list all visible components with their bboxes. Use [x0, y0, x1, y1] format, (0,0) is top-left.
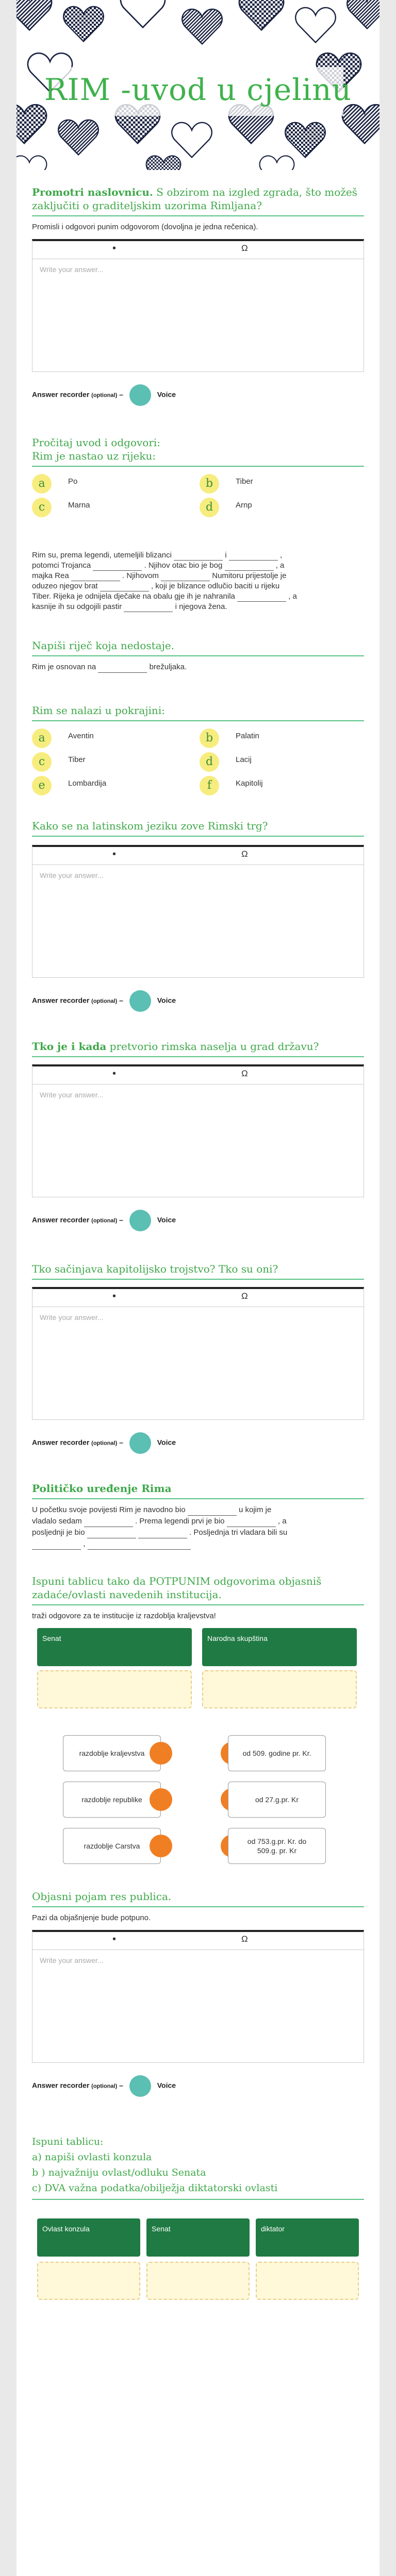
blank-input[interactable]	[227, 1519, 276, 1527]
option-d-label[interactable]: Lacij	[236, 755, 252, 764]
drop-zone[interactable]	[202, 1670, 357, 1708]
blank-input[interactable]	[225, 563, 274, 571]
match-left-carstvo[interactable]: razdoblje Carstva	[63, 1828, 161, 1864]
question-title: Napiši riječ koja nedostaje.	[32, 639, 175, 652]
editor-toolbar	[32, 1064, 364, 1084]
question-8: Političko uređenje Rima U početku svoje povijesti Rim je navodno bio u kojim je vladalo sedam . Prema legendi prvi je bio , a posljednji je bio . Posljednja tri vladara bili su ,	[32, 1482, 364, 1550]
match-left-republika[interactable]: razdoblje republike	[63, 1782, 161, 1818]
option-b-badge[interactable]: b	[200, 728, 219, 748]
question-title: Političko uređenje Rima	[32, 1482, 172, 1495]
cover-image	[16, 0, 380, 170]
option-e-badge[interactable]: e	[32, 776, 52, 795]
option-c-badge[interactable]: c	[32, 498, 52, 517]
option-b-label[interactable]: Palatin	[236, 732, 259, 740]
question-6	[32, 1040, 364, 1228]
instruction: Promisli i odgovori punim odgovorom (dovoljna je jedna rečenica).	[32, 223, 258, 231]
special-characters-button[interactable]: Ω	[241, 1069, 248, 1078]
option-c-badge[interactable]: c	[32, 752, 52, 772]
option-a-label[interactable]: Po	[68, 477, 78, 486]
question-title: Ispuni tablicu: a) napiši ovlasti konzula b ) najvažniju ovlast/odluku Senata c) DVA važna podatka/obilježja diktatorski ovlasti	[32, 2136, 278, 2194]
answer-recorder: Answer recorder (optional) – Voice	[32, 384, 364, 403]
match-connector[interactable]	[150, 1742, 172, 1765]
option-a-badge[interactable]: a	[32, 728, 52, 748]
question-4	[32, 704, 364, 798]
special-characters-button[interactable]: Ω	[241, 849, 248, 859]
question-title: Tko sačinjava kapitolijsko trojstvo? Tko su oni?	[32, 1263, 278, 1275]
blank-input[interactable]	[93, 563, 142, 571]
column-header-senat: Senat	[37, 1628, 192, 1666]
answer-textarea[interactable]: Write your answer...	[32, 865, 364, 978]
blank-input[interactable]	[174, 553, 223, 561]
drop-zone[interactable]	[146, 2262, 250, 2300]
answer-textarea[interactable]: Write your answer...	[32, 1950, 364, 2063]
editor-toolbar	[32, 239, 364, 259]
option-b-badge[interactable]: b	[200, 474, 219, 494]
answer-textarea[interactable]: Write your answer...	[32, 1307, 364, 1420]
option-d-label[interactable]: Arnp	[236, 501, 252, 510]
column-header-diktator: diktator	[256, 2218, 359, 2257]
match-connector[interactable]	[150, 1788, 172, 1811]
options-row	[32, 472, 364, 496]
column-header-narodna-skupstina: Narodna skupština	[202, 1628, 357, 1666]
record-button[interactable]	[129, 1210, 151, 1231]
question-title: Pročitaj uvod i odgovori: Rim je nastao uz rijeku:	[32, 436, 161, 462]
editor-toolbar	[32, 1287, 364, 1307]
question-1	[32, 185, 364, 403]
blank-input[interactable]	[188, 1508, 237, 1516]
option-c-label[interactable]: Marna	[68, 501, 90, 510]
match-left-kraljevstvo[interactable]: razdoblje kraljevstva	[63, 1735, 161, 1771]
column-header-konzul: Ovlast konzula	[37, 2218, 140, 2257]
question-7	[32, 1262, 364, 1451]
instruction: Pazi da objašnjenje bude potpuno.	[32, 1913, 151, 1922]
option-d-badge[interactable]: d	[200, 498, 219, 517]
blank-input[interactable]	[124, 604, 173, 612]
answer-recorder: Answer recorder (optional) – Voice	[32, 1432, 364, 1451]
bullet-button[interactable]: •	[112, 1291, 117, 1302]
question-title: Promotri naslovnicu. S obzirom na izgled zgrada, što možeš zaključiti o graditeljskim uzorima Rimljana?	[32, 186, 357, 212]
option-a-label[interactable]: Aventin	[68, 732, 94, 740]
question-11	[32, 1890, 364, 2094]
editor-toolbar	[32, 1930, 364, 1950]
match-right-509[interactable]: od 509. godine pr. Kr.	[228, 1735, 326, 1771]
record-button[interactable]	[129, 1432, 151, 1454]
blank-input[interactable]	[87, 1531, 136, 1538]
options-row	[32, 496, 364, 519]
option-c-label[interactable]: Tiber	[68, 755, 86, 764]
option-e-label[interactable]: Lombardija	[68, 779, 107, 788]
worksheet-title: RIM -uvod u cjelinu	[44, 72, 352, 107]
bullet-button[interactable]: •	[112, 1934, 117, 1945]
answer-recorder: Answer recorder (optional) – Voice	[32, 1210, 364, 1228]
blank-input[interactable]	[100, 584, 149, 591]
option-b-label[interactable]: Tiber	[236, 477, 253, 486]
special-characters-button[interactable]: Ω	[241, 243, 248, 253]
question-title: Ispuni tablicu tako da POTPUNIM odgovorima objasniš zadaće/ovlasti navedenih institucija.	[32, 1575, 322, 1601]
bullet-button[interactable]: •	[112, 849, 117, 860]
matching-question	[32, 1735, 364, 1890]
match-right-27[interactable]: od 27.g.pr. Kr	[228, 1782, 326, 1818]
question-3: Napiši riječ koja nedostaje. Rim je osnovan na brežuljaka.	[32, 639, 364, 673]
blank-input[interactable]	[229, 553, 278, 561]
blank-input[interactable]	[161, 573, 210, 581]
column-header-senat: Senat	[146, 2218, 250, 2257]
editor-toolbar	[32, 845, 364, 865]
blank-input[interactable]	[88, 1542, 191, 1550]
record-button[interactable]	[129, 384, 151, 406]
question-title: Kako se na latinskom jeziku zove Rimski trg?	[32, 820, 268, 832]
question-2	[32, 436, 364, 519]
option-d-badge[interactable]: d	[200, 752, 219, 772]
question-title: Objasni pojam res publica.	[32, 1890, 172, 1903]
drop-zone[interactable]	[256, 2262, 359, 2300]
question-12	[32, 2134, 364, 2308]
special-characters-button[interactable]: Ω	[241, 1934, 248, 1944]
question-title: Tko je i kada pretvorio rimska naselja u grad državu?	[32, 1040, 319, 1053]
option-a-badge[interactable]: a	[32, 474, 52, 494]
option-f-badge[interactable]: f	[200, 776, 219, 795]
answer-recorder: Answer recorder (optional) – Voice	[32, 990, 364, 1009]
bullet-button[interactable]: •	[112, 1068, 117, 1079]
answer-textarea[interactable]: Write your answer...	[32, 259, 364, 372]
blank-input[interactable]	[138, 1531, 187, 1538]
blank-input[interactable]	[237, 594, 286, 602]
match-connector[interactable]	[150, 1835, 172, 1857]
answer-textarea[interactable]: Write your answer...	[32, 1084, 364, 1197]
instruction: traži odgovore za te institucije iz razdoblja kraljevstva!	[32, 1612, 216, 1620]
answer-recorder: Answer recorder (optional) – Voice	[32, 2075, 364, 2094]
worksheet-page	[16, 0, 380, 2576]
question-5	[32, 819, 364, 1009]
special-characters-button[interactable]: Ω	[241, 1291, 248, 1301]
question-title: Rim se nalazi u pokrajini:	[32, 704, 165, 717]
question-9	[32, 1574, 364, 1715]
blank-input[interactable]	[32, 1542, 81, 1550]
option-f-label[interactable]: Kapitolij	[236, 779, 263, 788]
drop-zone[interactable]	[37, 1670, 192, 1708]
record-button[interactable]	[129, 2075, 151, 2097]
blank-input[interactable]	[84, 1519, 133, 1527]
match-right-753[interactable]: od 753.g.pr. Kr. do 509.g. pr. Kr	[228, 1828, 326, 1864]
blank-input[interactable]	[71, 573, 120, 581]
legend-passage: Rim su, prema legendi, utemeljili blizanci i , potomci Trojanca . Njihov otac bio je bog , a majka Rea . Njihovom Numitoru prijestolje je oduzeo njegov brat , koji je blizance odlučio baciti u rijeku Tiber. Rijeka je odnijela dječake na obalu gje ih je nahranila , a kasnije ih su odgojili pastir i njegova žena.	[32, 551, 297, 611]
record-button[interactable]	[129, 990, 151, 1012]
drop-zone[interactable]	[37, 2262, 140, 2300]
blank-input[interactable]	[98, 665, 147, 673]
bullet-button[interactable]: •	[112, 243, 117, 254]
